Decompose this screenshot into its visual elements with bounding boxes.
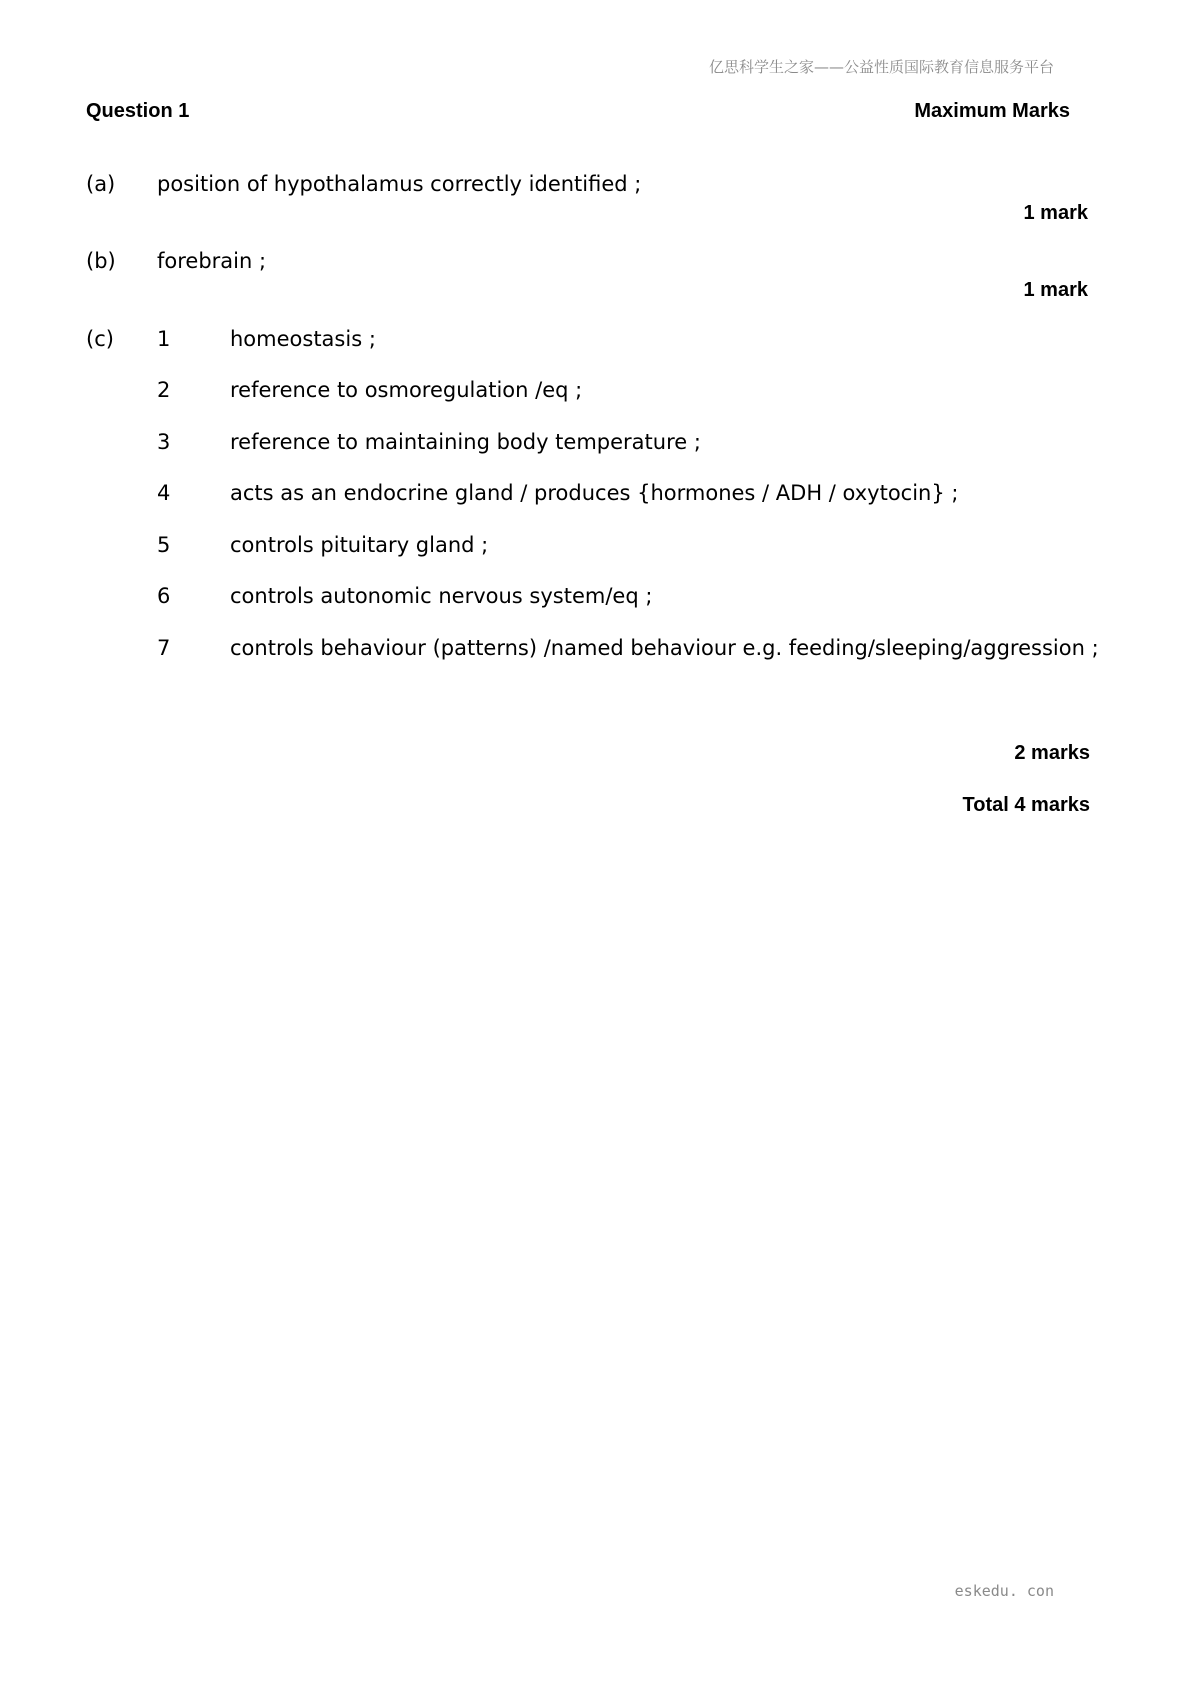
total-marks: Total 4 marks bbox=[962, 794, 1090, 816]
part-a-answer: position of hypothalamus correctly identified ; bbox=[157, 172, 642, 196]
part-b-mark: 1 mark bbox=[1023, 279, 1088, 301]
part-c-item-number: 2 bbox=[157, 378, 171, 402]
watermark-footer-text: eskedu. con bbox=[954, 1582, 1054, 1600]
part-c-item-number: 1 bbox=[157, 327, 171, 351]
part-c-item-text: reference to osmoregulation /eq ; bbox=[230, 378, 583, 402]
maximum-marks-heading: Maximum Marks bbox=[914, 100, 1070, 122]
part-c-item-number: 4 bbox=[157, 481, 171, 505]
part-c-item-text: acts as an endocrine gland / produces {hormones / ADH / oxytocin} ; bbox=[230, 481, 959, 505]
part-c-mark: 2 marks bbox=[1014, 742, 1090, 764]
question-title: Question 1 bbox=[86, 100, 190, 122]
part-c-item-number: 5 bbox=[157, 533, 171, 557]
part-c-item-number: 6 bbox=[157, 584, 171, 608]
part-c-item-number: 3 bbox=[157, 430, 171, 454]
part-c-item-number: 7 bbox=[157, 636, 171, 660]
part-c-label: (c) bbox=[86, 327, 114, 351]
part-c-item-text: homeostasis ; bbox=[230, 327, 376, 351]
part-c-item-text: reference to maintaining body temperature ; bbox=[230, 430, 701, 454]
part-b-answer: forebrain ; bbox=[157, 249, 267, 273]
part-c-item-text: controls autonomic nervous system/eq ; bbox=[230, 584, 653, 608]
part-c-item-text: controls pituitary gland ; bbox=[230, 533, 489, 557]
part-c-item-text: controls behaviour (patterns) /named behaviour e.g. feeding/sleeping/aggression ; bbox=[230, 636, 1099, 660]
part-b-label: (b) bbox=[86, 249, 116, 273]
part-a-label: (a) bbox=[86, 172, 116, 196]
watermark-header-text: 亿思科学生之家——公益性质国际教育信息服务平台 bbox=[708, 58, 1054, 76]
part-a-mark: 1 mark bbox=[1023, 202, 1088, 224]
